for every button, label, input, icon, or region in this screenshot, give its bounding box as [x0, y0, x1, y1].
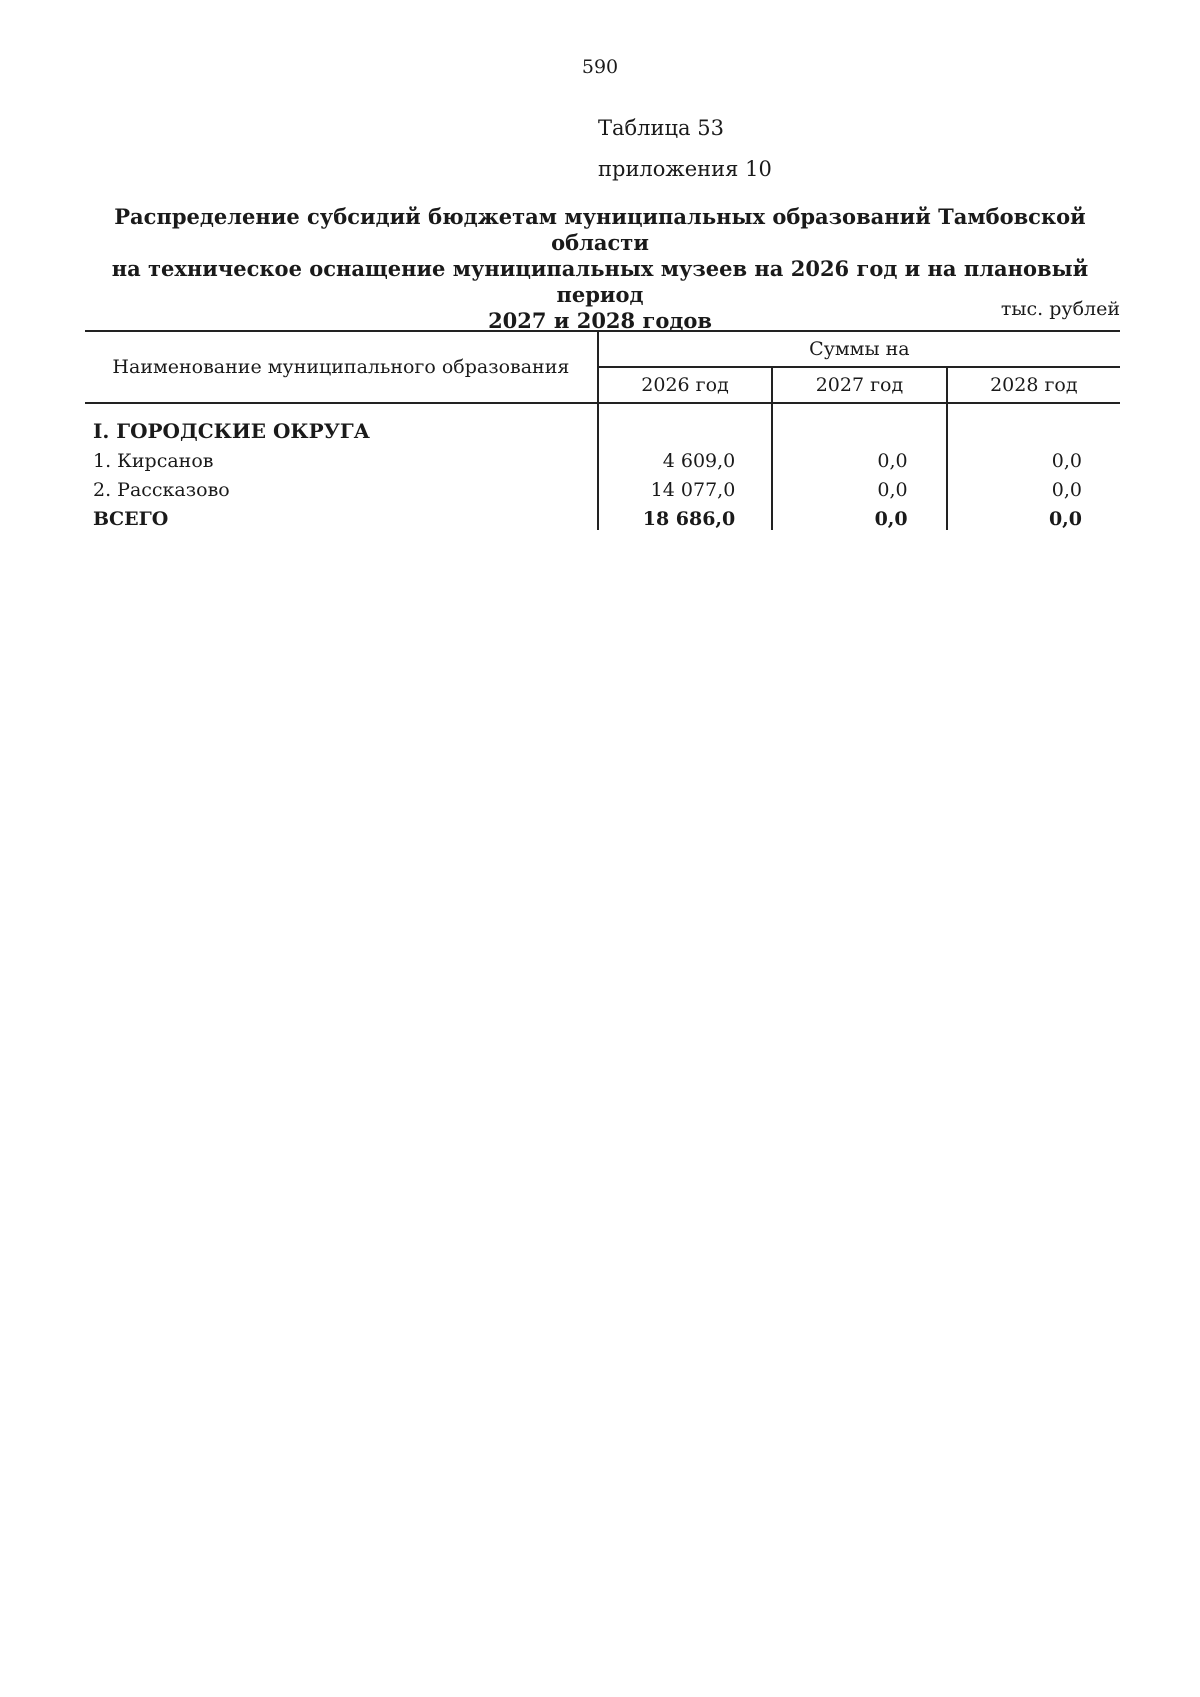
title-line: на техническое оснащение муниципальных музеев на 2026 год и на плановый период [111, 256, 1089, 307]
header-year-2028: 2028 год [947, 367, 1120, 403]
page-number: 590 [581, 56, 619, 78]
row-value-2028 [947, 403, 1120, 443]
title-line: Распределение субсидий бюджетам муниципальных образований Тамбовской области [114, 204, 1086, 255]
units-label: тыс. рублей [1000, 298, 1120, 320]
title-line: 2027 и 2028 годов [488, 308, 712, 333]
table-row-total [85, 501, 1120, 530]
row-value-2027 [772, 403, 946, 443]
table-row [85, 472, 1120, 501]
table-header [85, 331, 1120, 403]
subsidy-table [85, 330, 1120, 530]
row-value-2027: 0,0 [772, 472, 946, 501]
row-name: ВСЕГО [85, 501, 598, 530]
row-value-2026: 4 609,0 [598, 443, 773, 472]
document-title [70, 204, 1130, 334]
table-ref-number: Таблица 53 [598, 116, 724, 140]
header-year-2026: 2026 год [598, 367, 773, 403]
row-value-2026: 18 686,0 [598, 501, 773, 530]
row-value-2027: 0,0 [772, 501, 946, 530]
header-row [85, 331, 1120, 367]
row-name: I. ГОРОДСКИЕ ОКРУГА [85, 403, 598, 443]
row-value-2026: 14 077,0 [598, 472, 773, 501]
header-sums: Суммы на [598, 331, 1120, 367]
table-row [85, 443, 1120, 472]
row-name: 1. Кирсанов [85, 443, 598, 472]
row-value-2028: 0,0 [1051, 450, 1082, 472]
row-value-2028: 0,0 [1051, 479, 1082, 501]
row-value-2028: 0,0 [1048, 508, 1082, 530]
table-row [85, 403, 1120, 443]
table-body [85, 403, 1120, 530]
row-value-2026 [598, 403, 773, 443]
header-name: Наименование муниципального образования [85, 331, 598, 403]
header-year-2027: 2027 год [772, 367, 946, 403]
table-ref-appendix: приложения 10 [598, 157, 772, 181]
row-value-2027: 0,0 [772, 443, 946, 472]
row-name: 2. Рассказово [85, 472, 598, 501]
